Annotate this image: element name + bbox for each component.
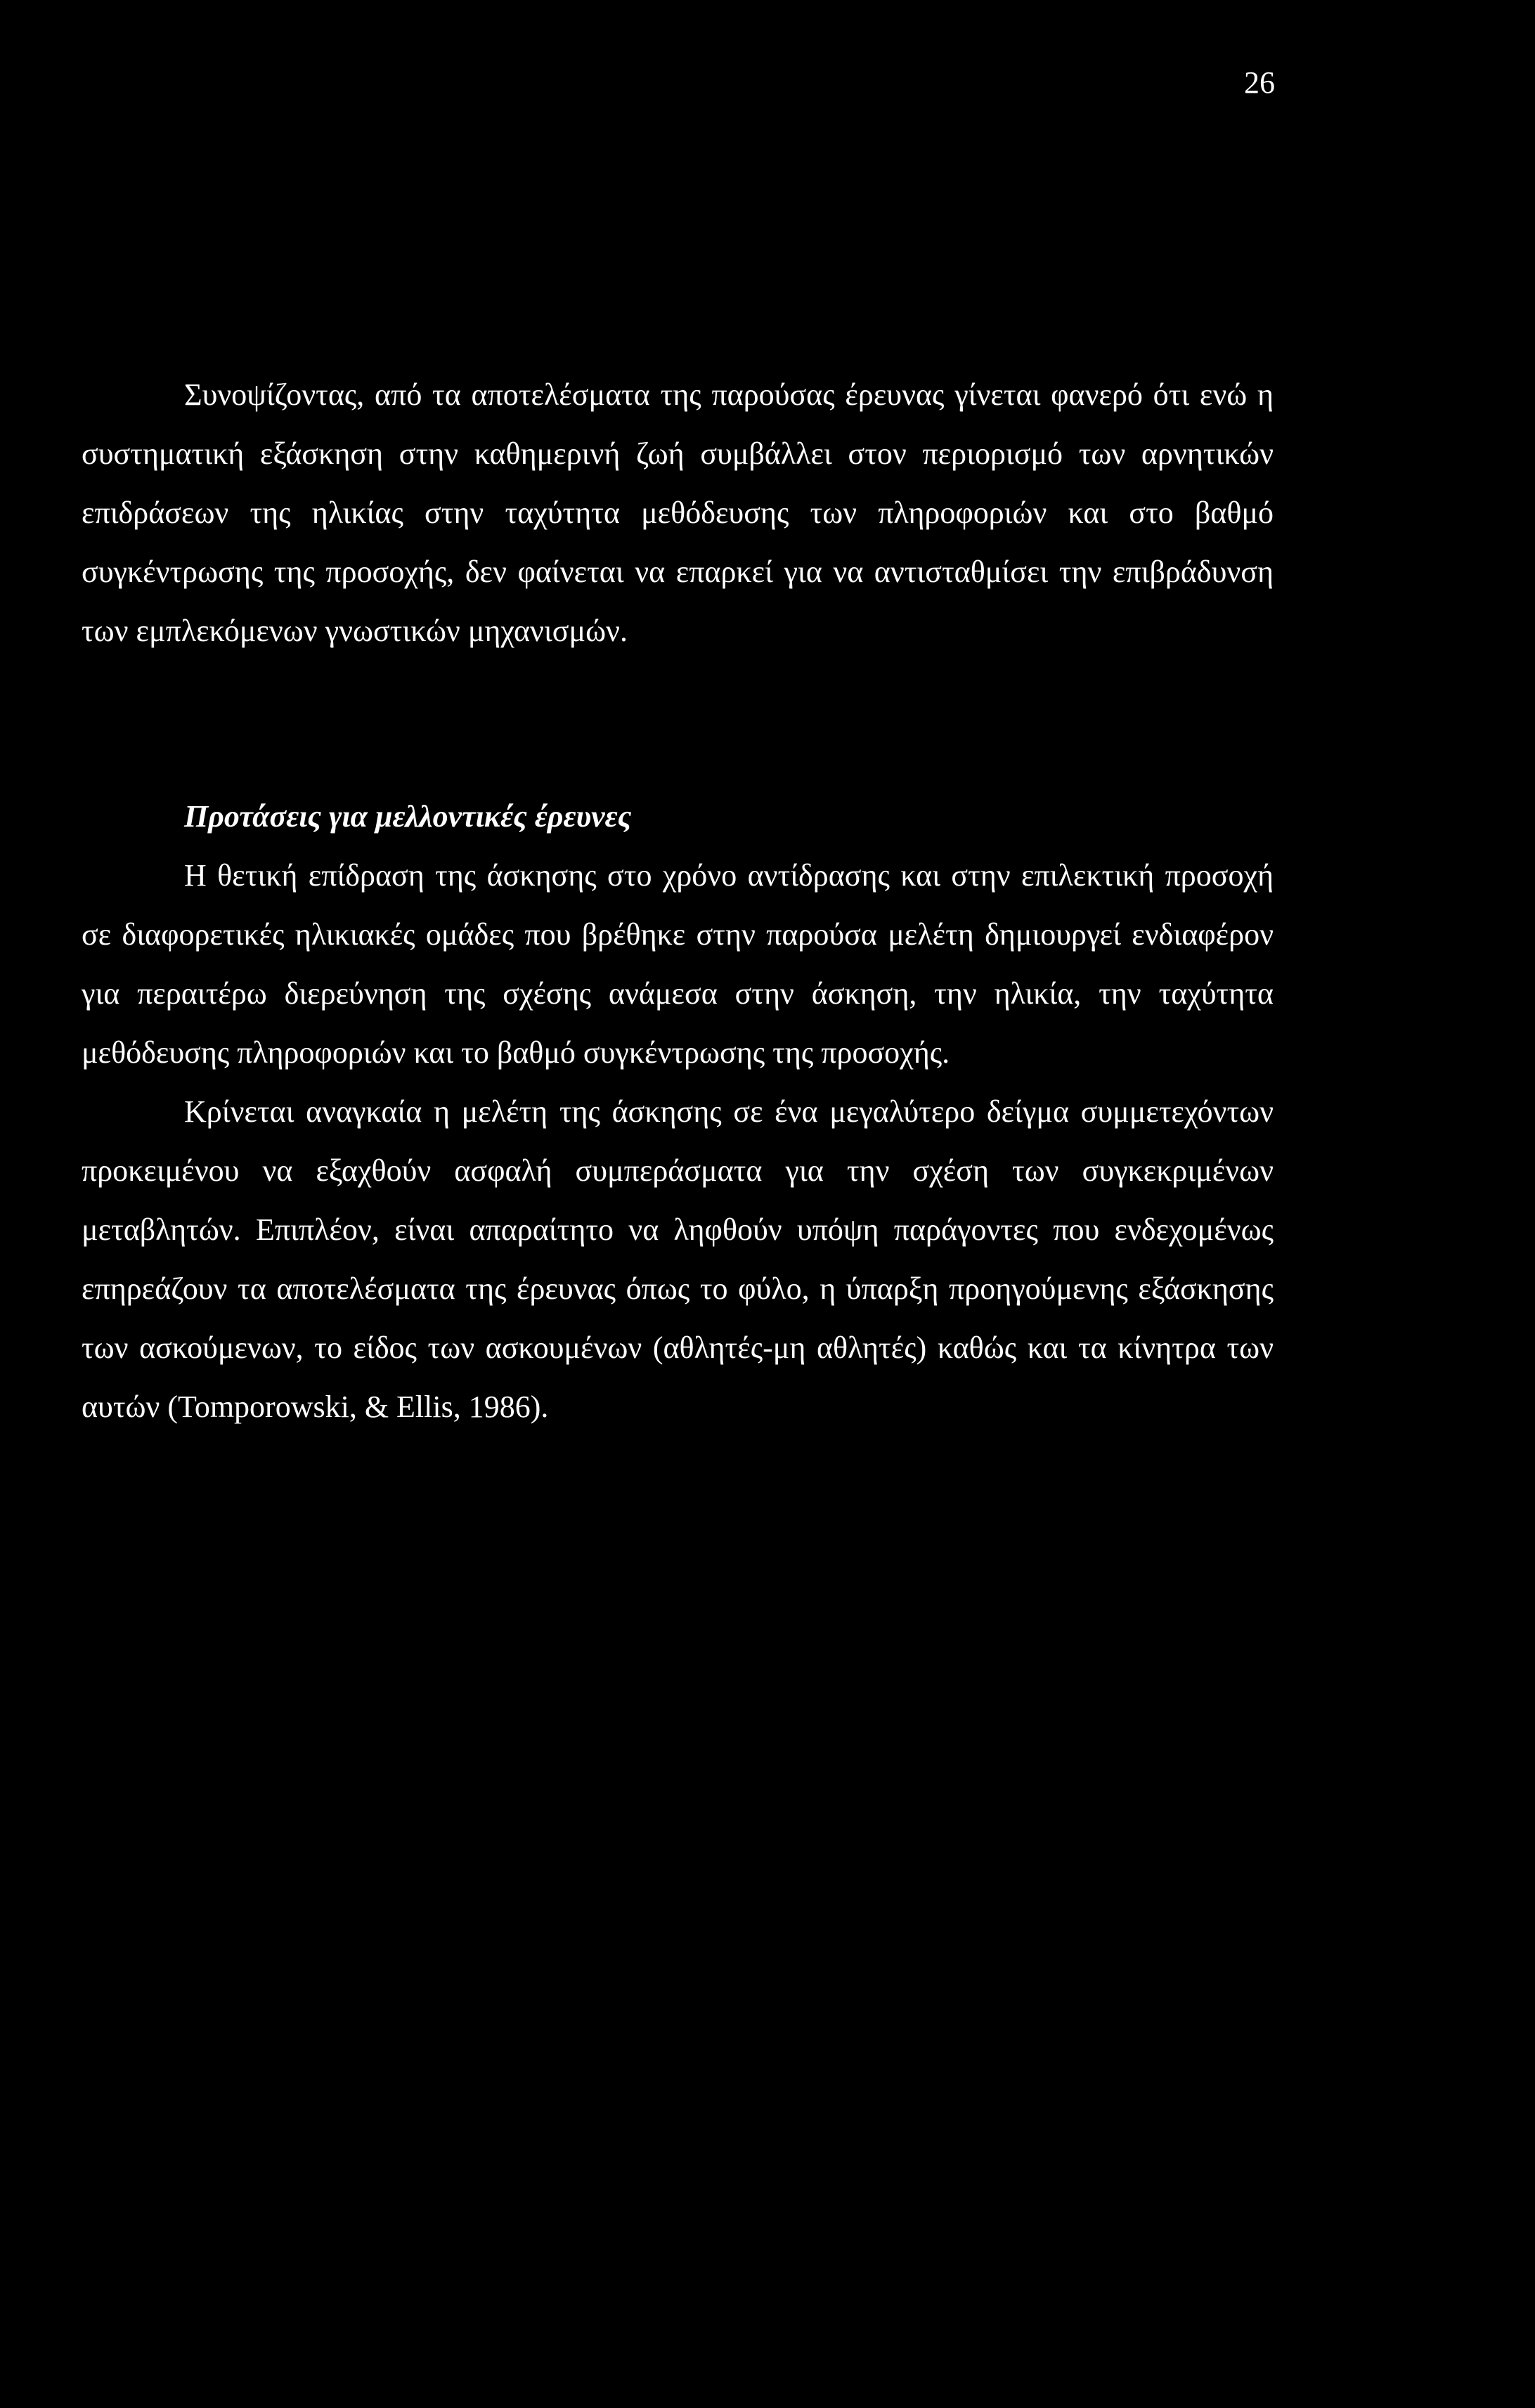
future-research-paragraph-2: Κρίνεται αναγκαία η μελέτη της άσκησης σε ένα μεγαλύτερο δείγμα συμμετεχόντων προκειμένου να εξαχθούν ασφαλή συμπεράσματα για την σχέση των συγκεκριμένων μεταβλητών. Επιπλέον, είναι απαραίτητο να ληφθούν υπόψη παράγοντες που ενδεχομένως επηρεάζουν τα αποτελέσματα της έρευνας όπως το φύλο, η ύπαρξη προηγούμενης εξάσκησης των ασκούμενων, το είδος των ασκουμένων (αθλητές-μη αθλητές) καθώς και τα κίνητρα των αυτών (Tomporowski, & Ellis, 1986).: [82, 1094, 1274, 1424]
summary-paragraph: Συνοψίζοντας, από τα αποτελέσματα της παρούσας έρευνας γίνεται φανερό ότι ενώ η συστηματική εξάσκηση στην καθημερινή ζωή συμβάλλει στον περιορισμό των αρνητικών επιδράσεων της ηλικίας στην ταχύτητα μεθόδευσης των πληροφοριών και στο βαθμό συγκέντρωσης της προσοχής, δεν φαίνεται να επαρκεί για να αντισταθμίσει την επιβράδυνση των εμπλεκόμενων γνωστικών μηχανισμών.: [82, 377, 1274, 648]
section-heading-future-research: Προτάσεις για μελλοντικές έρευνες: [184, 799, 632, 834]
document-body: [82, 365, 1274, 1437]
page-number: 26: [1244, 65, 1275, 100]
future-research-paragraph-1: Η θετική επίδραση της άσκησης στο χρόνο αντίδρασης και στην επιλεκτική προσοχή σε διαφορετικές ηλικιακές ομάδες που βρέθηκε στην παρούσα μελέτη δημιουργεί ενδιαφέρον για περαιτέρω διερεύνηση της σχέσης ανάμεσα στην άσκηση, την ηλικία, την ταχύτητα μεθόδευσης πληροφοριών και το βαθμό συγκέντρωσης της προσοχής.: [82, 858, 1274, 1070]
